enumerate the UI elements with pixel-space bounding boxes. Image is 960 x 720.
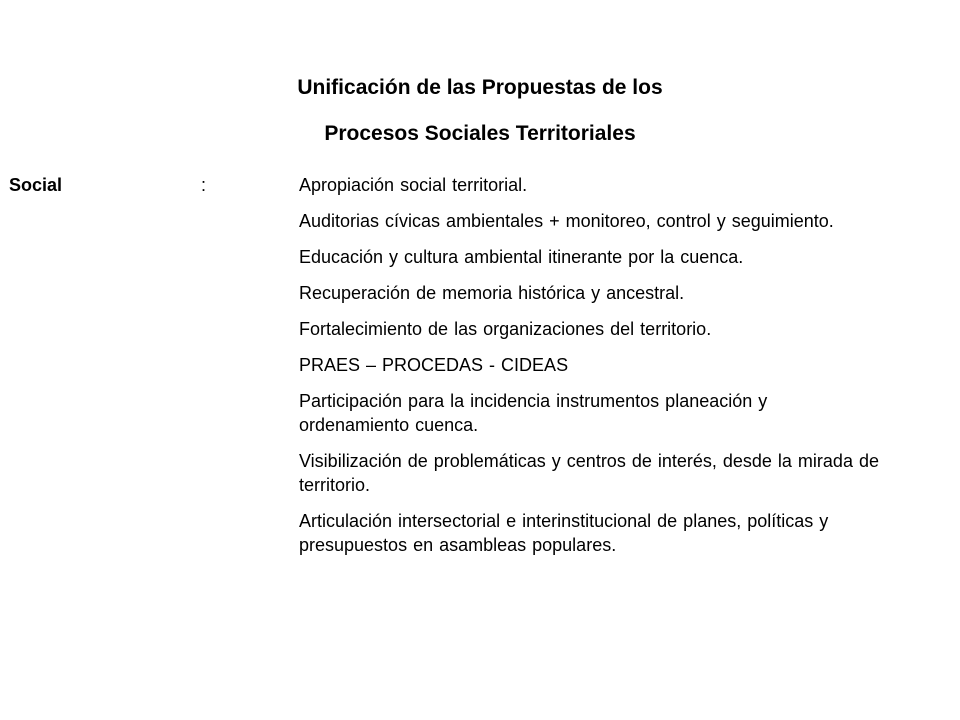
list-item: Apropiación social territorial. (299, 175, 528, 195)
proposal-list (299, 173, 879, 569)
list-item: Participación para la incidencia instrumentos planeación y ordenamiento cuenca. (299, 391, 768, 435)
page-title-line-2: Procesos Sociales Territoriales (324, 122, 636, 145)
list-item: Recuperación de memoria histórica y ancestral. (299, 283, 685, 303)
list-item: Auditorias cívicas ambientales + monitoreo, control y seguimiento. (299, 211, 834, 231)
section-label: Social (9, 175, 63, 195)
page-title-line-1: Unificación de las Propuestas de los (297, 76, 663, 99)
section-separator: : (201, 175, 207, 195)
list-item: Articulación intersectorial e interinstitucional de planes, políticas y presupuestos en asambleas populares. (299, 511, 829, 555)
list-item: Educación y cultura ambiental itinerante por la cuenca. (299, 247, 744, 267)
list-item: PRAES – PROCEDAS - CIDEAS (299, 355, 569, 375)
list-item: Visibilización de problemáticas y centros de interés, desde la mirada de territorio. (299, 451, 879, 495)
list-item: Fortalecimiento de las organizaciones del territorio. (299, 319, 712, 339)
